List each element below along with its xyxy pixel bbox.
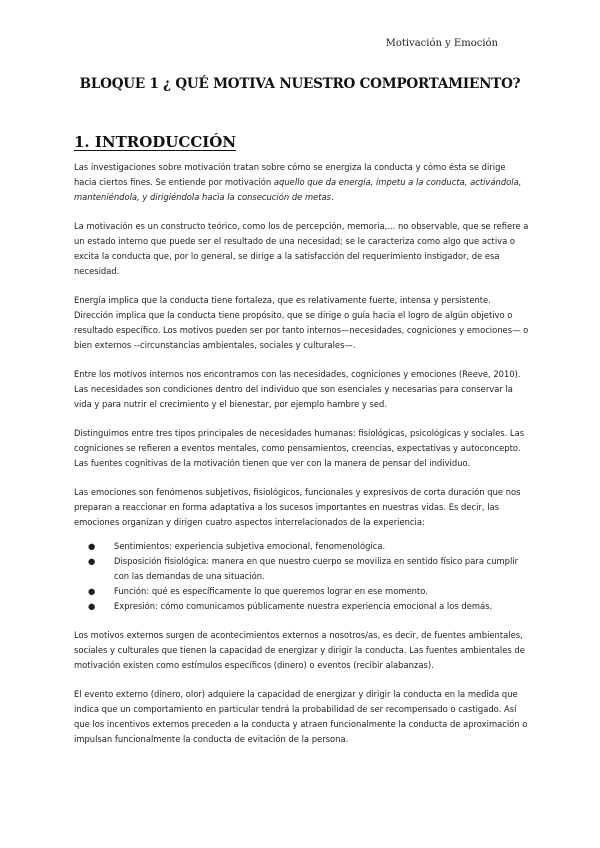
list-item (88, 539, 530, 554)
list-item-text: Expresión: cómo comunicamos públicamente nuestra experiencia emocional a los demás. (114, 601, 493, 611)
list-item-text: Sentimientos: experiencia subjetiva emocional, fenomenológica. (114, 541, 386, 551)
motivation-definition: aquello que da energía, ímpetu a la conducta, activándola, manteniéndola, y dirigiéndola hacia la consecución de metas (74, 177, 522, 202)
paragraph-1 (74, 160, 530, 205)
paragraph-6: Las emociones son fenómenos subjetivos, fisiológicos, funcionales y expresivos de corta duración que nos preparan a reaccionar en forma adaptativa a los sucesos importantes en nuestras vidas. Es decir, las emociones organizan y dirigen cuatro aspectos interrelacionados de la experiencia: (74, 487, 521, 527)
paragraph-5: Distinguimos entre tres tipos principales de necesidades humanas: fisiológicas, psicológicas y sociales. Las cogniciones se refieren a eventos mentales, como pensamientos, creencias, expectativas y autoconcepto. Las fuentes cognitivas de la motivación tienen que ver con la manera de pensar del individuo. (74, 428, 525, 468)
running-header: Motivación y Emoción (385, 38, 498, 49)
bullet-icon: ● (88, 586, 96, 596)
emotion-aspects-list (88, 539, 530, 614)
list-item (88, 554, 530, 584)
paragraph-1-end: . (331, 192, 334, 202)
list-item (88, 584, 530, 599)
bullet-icon: ● (88, 601, 96, 611)
list-item (88, 599, 530, 614)
bullet-icon: ● (88, 541, 96, 551)
paragraph-2: La motivación es un constructo teórico, como los de percepción, memoria,... no observable, que se refiere a un estado interno que puede ser el resultado de una necesidad; se le caracteriza como algo que activa o excita la conducta que, por lo general, se dirige a la satisfacción del requerimiento instigador, de esa necesidad. (74, 221, 529, 276)
paragraph-8: El evento externo (dinero, olor) adquiere la capacidad de energizar y dirigir la conducta en la medida que indica que un comportamiento en particular tendrá la probabilidad de ser recompensado o castigado. Así que los incentivos externos preceden a la conducta y atraen funcionalmente la conducta de aproximación o impulsan funcionalmente la conducta de evitación de la persona. (74, 689, 528, 744)
document-body (74, 160, 530, 761)
paragraph-7: Los motivos externos surgen de acontecimientos externos a nosotros/as, es decir, de fuentes ambientales, sociales y culturales que tienen la capacidad de energizar y dirigir la conducta. Las fuentes ambientales de motivación existen como estímulos específicos (dinero) o eventos (recibir alabanzas). (74, 630, 525, 670)
page-title: BLOQUE 1 ¿ QUÉ MOTIVA NUESTRO COMPORTAMIENTO? (79, 76, 521, 92)
section-heading: 1. INTRODUCCIÓN (74, 133, 237, 151)
bullet-icon: ● (88, 556, 96, 566)
list-item-text: Disposición fisiológica: manera en que nuestro cuerpo se moviliza en sentido físico para cumplir con las demandas de una situación. (114, 556, 519, 581)
paragraph-3: Energía implica que la conducta tiene fortaleza, que es relativamente fuerte, intensa y persistente. Dirección implica que la conducta tiene propósito, que se dirige o guía hacia el logro de algún objetivo o resultado específico. Los motivos pueden ser por tanto internos—necesidades, cogniciones y emociones— o bien externos --circunstancias ambientales, sociales y culturales—. (74, 295, 529, 350)
list-item-text: Función: qué es específicamente lo que queremos lograr en ese momento. (114, 586, 428, 596)
paragraph-1-text: Las investigaciones sobre motivación tratan sobre cómo se energiza la conducta y cómo ésta se dirige hacia ciertos fines. Se entiende por motivación (74, 162, 506, 187)
paragraph-4: Entre los motivos internos nos encontramos con las necesidades, cogniciones y emociones (Reeve, 2010). Las necesidades son condiciones dentro del individuo que son esenciales y necesarias para conservar la vida y para nutrir el crecimiento y el bienestar, por ejemplo hambre y sed. (74, 369, 521, 409)
